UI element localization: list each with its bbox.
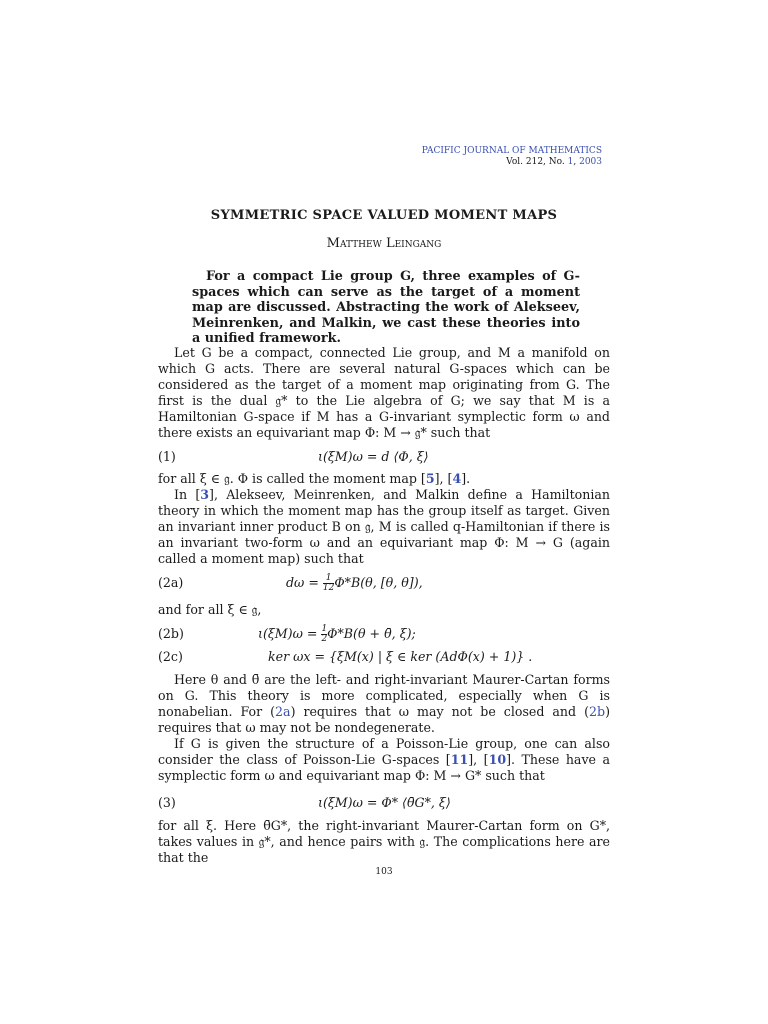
fraction: $\frac{1}{2}$ — [321, 624, 328, 644]
paragraph-5: Here θ and θ̄ are the left- and right-invariant Maurer-Cartan forms on G. This theory is more complicated, especially when G is nonabelian. For (2a) requires that ω may not be closed and (2b) requires that ω may not be nondegenerate. If G is given the structure of a Poisson-Lie group, one can also consider the class of Poisson-Lie G-spaces [11], [10]. These have a symplectic form ω and equivariant map Φ: M → G* such that — [158, 672, 610, 783]
page-number: 103 — [375, 867, 393, 877]
equation-1 — [158, 448, 610, 466]
fraction: $\frac{1}{12}$ — [322, 573, 335, 593]
paragraph-4 — [158, 602, 610, 618]
equation-body: ι(ξM)ω = d ⟨Φ, ξ⟩ — [318, 449, 429, 464]
equation-3 — [158, 794, 610, 812]
citation-4[interactable]: 4 — [452, 471, 462, 486]
paragraph-7-text: for all ξ. Here θ̄G*, the right-invariant Maurer-Cartan form on G*, takes values in 𝔤*, and hence pairs with 𝔤. The complications here are that the — [158, 818, 610, 865]
paragraph-1-text: Let G be a compact, connected Lie group, and M a manifold on which G acts. There are several natural G-spaces which can be considered as the target of a moment map originating from G. The first is the dual 𝔤* to the Lie algebra of G; we say that M is a Hamiltonian G-space if M has a G-invariant symplectic form ω and there exists an equivariant map Φ: M → 𝔤* such that — [158, 345, 610, 440]
issue-link[interactable]: 1 — [567, 157, 574, 167]
journal-volume: Vol. 212, No. 1, 2003 — [506, 157, 602, 167]
equation-number: (1) — [158, 449, 176, 464]
journal-name[interactable]: PACIFIC JOURNAL OF MATHEMATICS — [421, 146, 602, 156]
equation-body: ι(ξM)ω = $\frac{1}{2}$ Φ*B(θ + θ̄, ξ); — [258, 624, 416, 644]
citation-5[interactable]: 5 — [425, 471, 435, 486]
year-link[interactable]: 2003 — [579, 157, 602, 167]
citation-3[interactable]: 3 — [200, 487, 210, 502]
equation-number: (2b) — [158, 626, 184, 641]
equation-body: ι(ξM)ω = Φ* ⟨θ̄G*, ξ⟩ — [318, 795, 451, 810]
paragraph-4-text: and for all ξ ∈ 𝔤, — [158, 602, 262, 617]
equation-number: (2c) — [158, 649, 183, 664]
paragraph-2: for all ξ ∈ 𝔤. Φ is called the moment map [5], [4]. In [3], Alekseev, Meinrenken, and Malkin define a Hamiltonian theory in which the moment map has the group itself as target. Given an invariant inner product B on 𝔤, M is called q-Hamiltonian if there is an invariant two-form ω and an equivariant map Φ: M → G (again called a moment map) such that — [158, 471, 610, 566]
paper-author: Matthew Leingang — [326, 236, 442, 251]
abstract — [192, 269, 580, 347]
citation-11[interactable]: 11 — [450, 752, 469, 767]
equation-body: dω = $\frac{1}{12}$ Φ*B(θ, [θ, θ]), — [286, 573, 423, 593]
paragraph-1 — [158, 345, 610, 441]
paper-title: SYMMETRIC SPACE VALUED MOMENT MAPS — [210, 208, 558, 223]
equation-2c — [158, 648, 610, 666]
equation-body: ker ωx = {ξM(x) | ξ ∈ ker (AdΦ(x) + 1)} . — [268, 649, 533, 664]
equation-number: (3) — [158, 795, 176, 810]
equation-number: (2a) — [158, 575, 184, 590]
equation-2a — [158, 574, 610, 592]
citation-10[interactable]: 10 — [488, 752, 507, 767]
abstract-text: For a compact Lie group G, three examples of G-spaces which can serve as the target of a moment map are discussed. Abstracting the work of Alekseev, Meinrenken, and Malkin, we cast these theories into a unified framework. — [192, 269, 580, 346]
journal-header — [360, 146, 602, 168]
ref-2b[interactable]: 2b — [589, 704, 606, 719]
ref-2a[interactable]: 2a — [275, 704, 291, 719]
equation-2b — [158, 625, 610, 643]
paragraph-7 — [158, 818, 610, 866]
